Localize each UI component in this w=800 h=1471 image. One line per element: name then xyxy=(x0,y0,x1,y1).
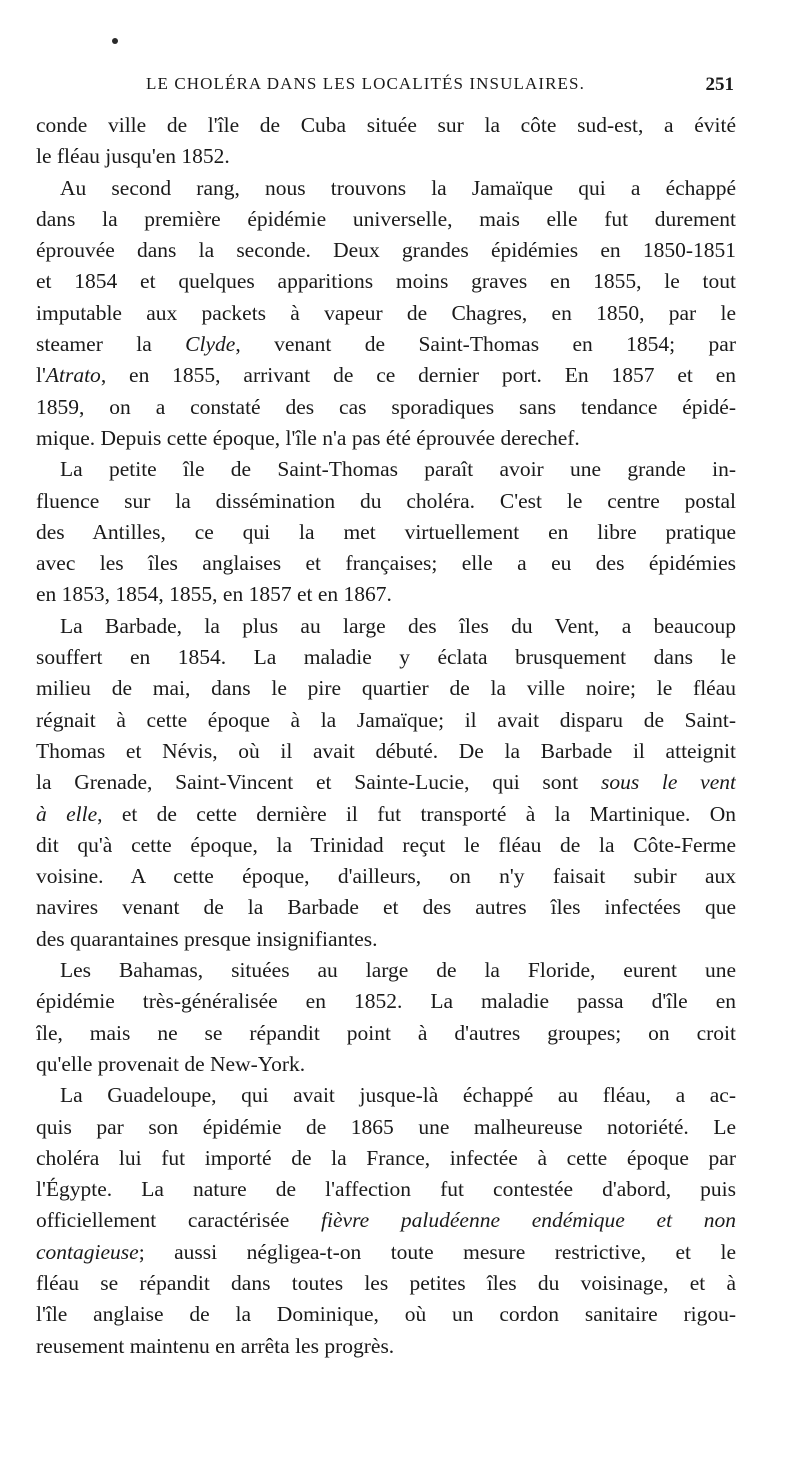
text-line: reusement maintenu en arrêta les progrès. xyxy=(36,1333,395,1358)
paragraph xyxy=(36,1080,736,1362)
italic-phrase: Atrato xyxy=(45,363,101,388)
text-line: qu'elle provenait de New-York. xyxy=(36,1051,306,1076)
text-line: île, mais ne se répandit point à d'autres groupes; on croit xyxy=(36,1020,736,1045)
body-text xyxy=(36,110,736,1362)
text-line: à elle, et de cette dernière il fut transporté à la Martinique. On xyxy=(36,801,736,826)
text-line: La Guadeloupe, qui avait jusque-là échappé au fléau, a ac- xyxy=(60,1083,736,1108)
ink-speck xyxy=(112,38,118,44)
paragraph xyxy=(36,110,736,173)
text-line: souffert en 1854. La maladie y éclata brusquement dans le xyxy=(36,645,736,670)
page-header xyxy=(146,74,734,108)
text-line: quis par son épidémie de 1865 une malheureuse notoriété. Le xyxy=(36,1114,736,1139)
italic-phrase: Clyde xyxy=(185,332,236,357)
text-line: des Antilles, ce qui la met virtuellement en libre pratique xyxy=(36,519,736,544)
italic-phrase: à elle xyxy=(36,801,98,826)
text-line: voisine. A cette époque, d'ailleurs, on n'y faisait subir aux xyxy=(36,864,736,889)
text-line: dans la première épidémie universelle, mais elle fut durement xyxy=(36,206,736,231)
text-line: milieu de mai, dans le pire quartier de la ville noire; le fléau xyxy=(36,676,736,701)
text-line: en 1853, 1854, 1855, en 1857 et en 1867. xyxy=(36,582,392,607)
text-line: épidémie très-généralisée en 1852. La maladie passa d'île en xyxy=(36,989,736,1014)
text-line: navires venant de la Barbade et des autres îles infectées que xyxy=(36,895,736,920)
paragraph xyxy=(36,454,736,610)
text-line: la Grenade, Saint-Vincent et Sainte-Lucie, qui sont sous le vent xyxy=(36,770,736,795)
text-line: officiellement caractérisée fièvre paludéenne endémique et non xyxy=(36,1208,736,1233)
italic-phrase: fièvre paludéenne endémique et non xyxy=(321,1208,736,1233)
text-line: avec les îles anglaises et françaises; elle a eu des épidémies xyxy=(36,551,736,576)
text-line: dit qu'à cette époque, la Trinidad reçut le fléau de la Côte-Ferme xyxy=(36,832,736,857)
paragraph xyxy=(36,173,736,455)
text-line: fluence sur la dissémination du choléra. C'est le centre postal xyxy=(36,488,736,513)
text-line: Les Bahamas, situées au large de la Floride, eurent une xyxy=(60,958,736,983)
text-line: La Barbade, la plus au large des îles du Vent, a beaucoup xyxy=(60,613,736,638)
text-line: choléra lui fut importé de la France, infectée à cette époque par xyxy=(36,1145,736,1170)
text-line: des quarantaines presque insignifiantes. xyxy=(36,926,378,951)
text-line: l'Égypte. La nature de l'affection fut contestée d'abord, puis xyxy=(36,1177,736,1202)
text-line: régnait à cette époque à la Jamaïque; il avait disparu de Saint- xyxy=(36,707,736,732)
text-line: fléau se répandit dans toutes les petites îles du voisinage, et à xyxy=(36,1270,736,1295)
text-line: conde ville de l'île de Cuba située sur la côte sud-est, a évité xyxy=(36,113,736,137)
text-line: l'île anglaise de la Dominique, où un cordon sanitaire rigou- xyxy=(36,1302,736,1327)
paragraph xyxy=(36,955,736,1080)
text-line: steamer la Clyde, venant de Saint-Thomas en 1854; par xyxy=(36,332,736,357)
text-line: 1859, on a constaté des cas sporadiques sans tendance épidé- xyxy=(36,394,736,419)
running-title: LE CHOLÉRA DANS LES LOCALITÉS INSULAIRES. xyxy=(146,74,585,93)
text-line: mique. Depuis cette époque, l'île n'a pas été éprouvée derechef. xyxy=(36,425,580,450)
text-line: le fléau jusqu'en 1852. xyxy=(36,144,230,169)
text-line: La petite île de Saint-Thomas paraît avoir une grande in- xyxy=(60,457,736,482)
text-line: Au second rang, nous trouvons la Jamaïque qui a échappé xyxy=(60,175,736,200)
italic-phrase: contagieuse xyxy=(36,1239,139,1264)
text-line: Thomas et Névis, où il avait débuté. De la Barbade il atteignit xyxy=(36,738,736,763)
text-line: contagieuse; aussi négligea-t-on toute mesure restrictive, et le xyxy=(36,1239,736,1264)
page-number: 251 xyxy=(705,74,734,95)
text-line: éprouvée dans la seconde. Deux grandes épidémies en 1850-1851 xyxy=(36,238,736,263)
text-line: imputable aux packets à vapeur de Chagres, en 1850, par le xyxy=(36,300,736,325)
paragraph xyxy=(36,611,736,955)
text-line: l'Atrato, en 1855, arrivant de ce dernier port. En 1857 et en xyxy=(36,363,736,388)
italic-phrase: sous le vent xyxy=(600,770,736,795)
text-line: et 1854 et quelques apparitions moins graves en 1855, le tout xyxy=(36,269,736,294)
